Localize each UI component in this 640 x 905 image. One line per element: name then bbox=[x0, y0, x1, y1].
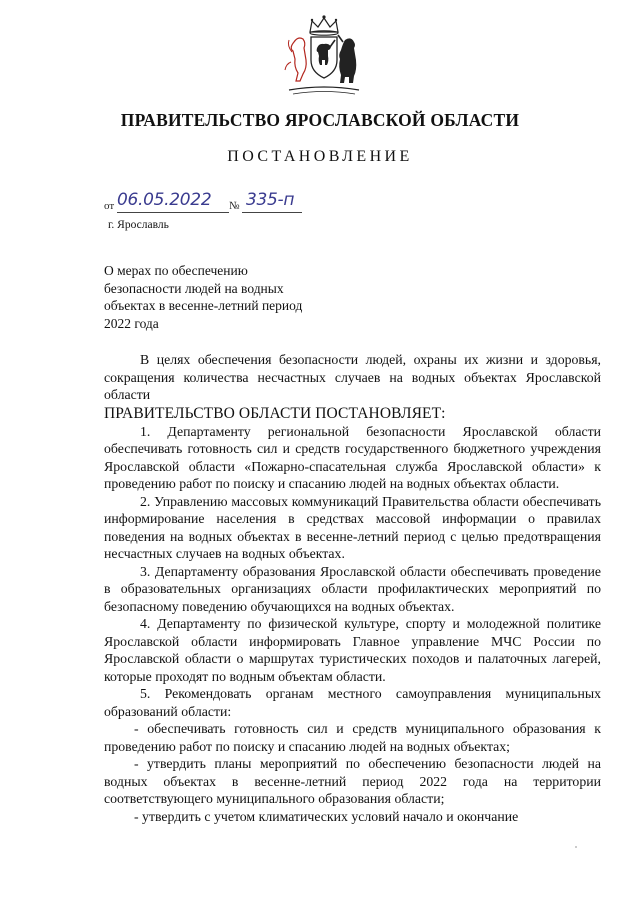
date-underline bbox=[117, 212, 229, 213]
clause-4: 4. Департаменту по физической культуре, спорту и молодежной политике Ярославской области информировать Главное управление МЧС России по Ярославской области о маршрутах туристических походов и палаточных лагерей, которые проходят по водным объектам области. bbox=[104, 616, 601, 684]
clause-5-subitem: - обеспечивать готовность сил и средств муниципального образования к проведению работ по поиску и спасанию людей на водных объектах; bbox=[104, 721, 601, 754]
document-subject bbox=[104, 262, 344, 332]
clause-5-subitem: - утвердить с учетом климатических условий начало и окончание bbox=[134, 808, 519, 824]
scan-speck bbox=[575, 846, 577, 848]
document-type: ПОСТАНОВЛЕНИЕ bbox=[227, 148, 413, 165]
subject-line: объектах в весенне-летний период bbox=[104, 298, 303, 314]
decree-heading: ПРАВИТЕЛЬСТВО ОБЛАСТИ ПОСТАНОВЛЯЕТ: bbox=[104, 404, 446, 422]
date-prefix: от bbox=[104, 200, 115, 212]
clause-5-subitem: - утвердить планы мероприятий по обеспечению безопасности людей на водных объектах в весенне-летний период 2022 года на территории соответствующего муниципального образования области; bbox=[104, 756, 601, 806]
subject-line: безопасности людей на водных bbox=[104, 280, 284, 296]
government-title: ПРАВИТЕЛЬСТВО ЯРОСЛАВСКОЙ ОБЛАСТИ bbox=[120, 110, 520, 130]
subject-line: О мерах по обеспечению bbox=[104, 263, 248, 278]
coat-of-arms-emblem bbox=[283, 12, 365, 96]
number-prefix: № bbox=[229, 200, 240, 212]
clause-1: 1. Департаменту региональной безопасности Ярославской области обеспечивать готовность сил и средств государственного бюджетного учреждения Ярославской области «Пожарно-спасательная служба Ярославской области» к проведению работ по поиску и спасанию людей на водных объектах области. bbox=[104, 423, 601, 491]
date-number-line bbox=[104, 190, 364, 220]
handwritten-date: 06.05.2022 bbox=[117, 190, 212, 210]
clause-3: 3. Департаменту образования Ярославской области обеспечивать проведение в образовательных организациях области профилактических мероприятий по безопасному поведению обучающихся на водных объектах. bbox=[104, 563, 601, 614]
number-underline bbox=[242, 212, 302, 213]
document-body bbox=[104, 351, 601, 825]
handwritten-number: 335-п bbox=[246, 190, 295, 210]
subject-line: 2022 года bbox=[104, 315, 159, 331]
place-of-issue: г. Ярославль bbox=[108, 219, 169, 231]
preamble-paragraph: В целях обеспечения безопасности людей, охраны их жизни и здоровья, сокращения количества несчастных случаев на водных объектах Ярославской области bbox=[104, 352, 601, 402]
clause-5: 5. Рекомендовать органам местного самоуправления муниципальных образований области: bbox=[104, 686, 601, 719]
clause-2: 2. Управлению массовых коммуникаций Правительства области обеспечивать информирование населения в средствах массовой информации о правилах поведения на водных объектах в весенне-летний период с целью предотвращения несчастных случаев на водных объектах. bbox=[104, 493, 601, 561]
